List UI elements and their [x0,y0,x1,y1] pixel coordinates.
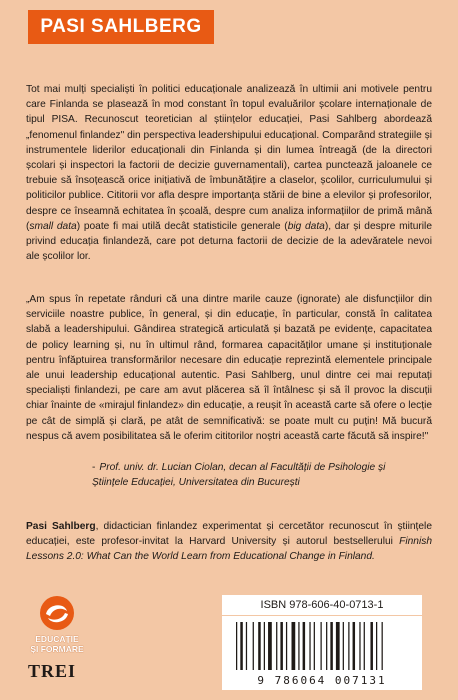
isbn-label: ISBN 978-606-40-0713-1 [222,595,422,615]
quote-attribution [92,460,424,490]
barcode-bar [364,622,365,670]
author-bio-name: Pasi Sahlberg [26,521,96,532]
attribution-text: Prof. univ. dr. Lucian Ciolan, decan al Facultății de Psihologie și Științele Educației, Universitatea din București [92,462,386,489]
author-bio [26,519,432,565]
collection-line-1: EDUCAȚIE [35,634,79,644]
description-text-2: ) poate fi mai utilă decât statisticile generale ( [76,220,288,232]
description-text-3: ), dar și despre miturile privind educația finlandeză, care pot deturna factorii de decizie de la adevăratele nevoi ale școlilor lor. [26,220,432,263]
barcode-bar [343,622,344,670]
barcode-bar [276,622,277,670]
barcode [222,616,422,690]
endorsement-quote: „Am spus în repetate rânduri că una dintre marile cauze (ignorate) ale disfuncțiilor din serviciile noastre publice, în general, și din educație, în particular, constă în calitatea slabă a leadershipului. Gândirea strategică articulată și bazată pe evidențe, capacitatea de policy learning și, nu în ultimul rând, formarea capacităților umane și instituționale pentru înfăptuirea transformărilor necesare din educație reprezintă elementele principale ale unui leadership educațional autentic. Pasi Sahlberg, unul dintre cei mai reputați specialiști finlandezi, pe care am avut plăcerea să îl întâlnesc și să îl provoc la discuții chiar înainte de «mirajul finlandez» din educație, a reușit în această carte să ofere o lecție pe cât de simplă și clară, pe atât de semnificativă: se poate mult cu puțin! Mă bucură nespus că avem posibilitatea să le oferim cititorilor noștri această carte făcută să inspire!" [26,294,432,442]
collection-name [24,634,90,654]
barcode-bar [330,622,333,670]
big-data-term: big data [287,220,325,232]
barcode-bar [268,622,272,670]
barcode-bar [353,622,356,670]
barcode-bar [382,622,383,670]
publisher-logo: TREI [28,661,77,681]
barcode-bars [222,616,422,674]
author-bio-text: , didactician finlandez experimentat și cercetător recunoscut în științele educației, este profesor-invitat la Harvard University și autorul bestsellerului [26,521,432,548]
barcode-bar [370,622,373,670]
bestseller-title: Finnish Lessons 2.0: What Can the World Learn from Educational Change in Finland. [26,536,432,563]
barcode-bar [326,622,327,670]
collection-line-2: ȘI FORMARE [30,644,84,654]
barcode-bar [280,622,283,670]
author-title: PASI SAHLBERG [40,16,202,37]
circle-swirl-icon [38,594,76,632]
attribution-dash: - [92,462,96,473]
barcode-bar [246,622,247,670]
small-data-term: small data [29,220,77,232]
barcode-bar [321,622,322,670]
collection-logo [24,594,90,654]
barcode-bar [376,622,377,670]
barcode-bar [336,622,340,670]
barcode-bar [264,622,265,670]
barcode-number: 9 786064 007131 [257,674,387,687]
barcode-bar [240,622,243,670]
description-text: Tot mai mulți specialiști în politici educaționale analizează în ultimii ani motivele pentru care Finlanda se plasează în mod constant în topul evaluărilor școlare internaționale de tipul PISA. Recunoscut teoretician al științelor educației, Pasi Sahlberg abordează „fenomenul finlandez" din perspectiva leadershipului educațional. Comparând strategiile și instrumentele liderilor educaționali din Finlanda și din lumea întreagă (de la directori școlari și inspectori la factorii de decizie guvernamentali), cartea punctează jaloanele ce trebuie să însoțească orice inițiativă de îmbunătățire a claselor, școlilor, curriculumului și politicilor publice. Cititorii vor afla despre importanța stării de bine a elevilor și profesorilor, despre ce înseamnă echitatea în școală, despre cum analiza informațiilor de primă mână ( [26,84,432,232]
barcode-bar [309,622,310,670]
barcode-bar [359,622,360,670]
description-paragraph [26,82,432,264]
barcode-bar [253,622,254,670]
barcode-bar [286,622,287,670]
barcode-bar [303,622,306,670]
barcode-bar [292,622,296,670]
author-title-bar [28,10,214,44]
barcode-bar [298,622,299,670]
barcode-bar [236,622,237,670]
barcode-bar [258,622,261,670]
barcode-bar [314,622,315,670]
barcode-bar [348,622,349,670]
